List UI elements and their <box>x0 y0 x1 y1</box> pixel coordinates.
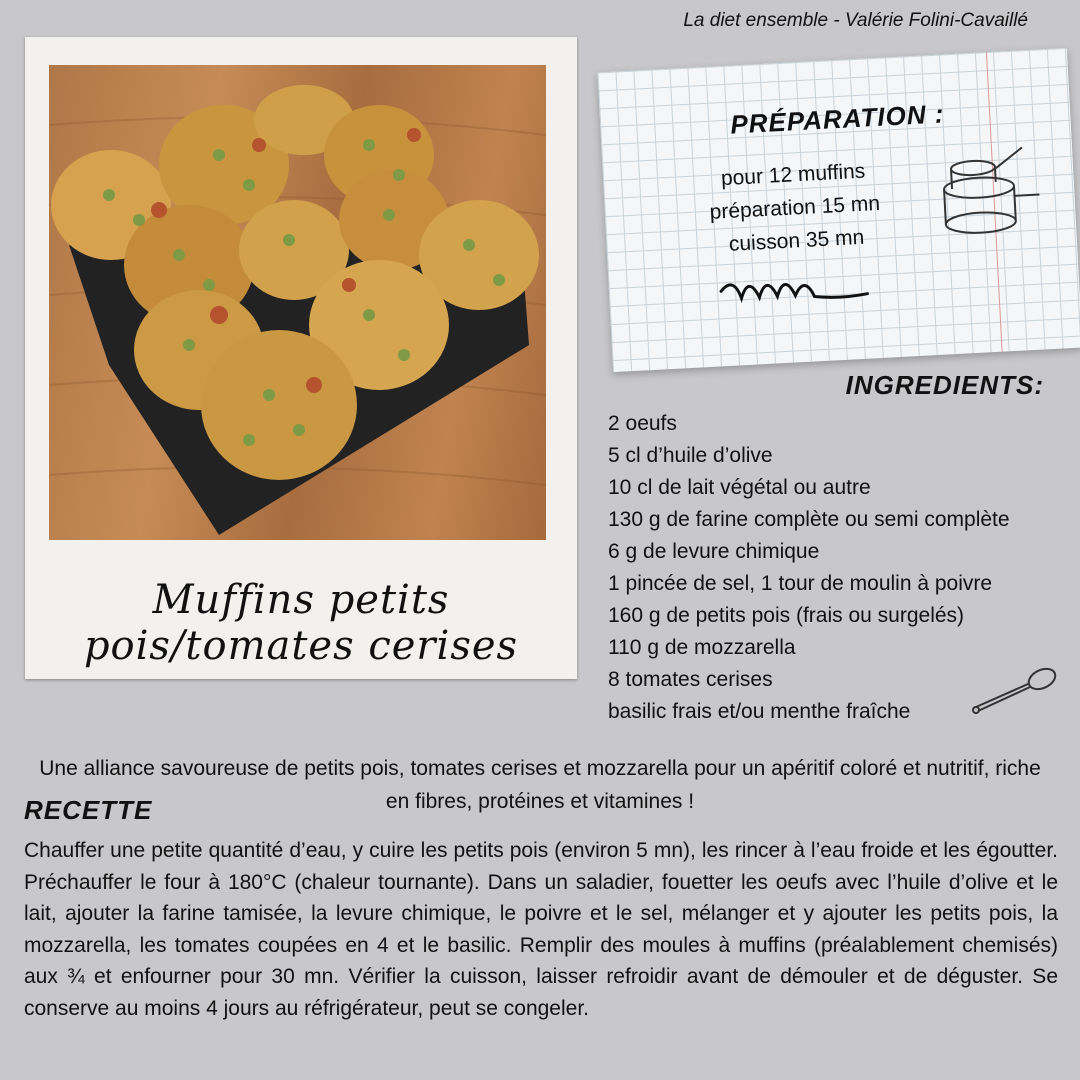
preparation-lines <box>682 153 907 263</box>
ingredient-item: 5 cl d’huile d’olive <box>608 444 773 467</box>
ingredient-item: 8 tomates cerises <box>608 668 773 691</box>
muffins-photo <box>49 65 546 540</box>
recipe-heading: RECETTE <box>24 795 153 825</box>
ingredients-heading: INGREDIENTS: <box>845 370 1044 400</box>
ingredient-item: 10 cl de lait végétal ou autre <box>608 476 871 499</box>
polaroid-card <box>25 37 577 679</box>
prep-line-prep-time: préparation 15 mn <box>709 191 881 224</box>
ingredient-item: basilic frais et/ou menthe fraîche <box>608 700 911 723</box>
ingredient-item: 160 g de petits pois (frais ou surgelés) <box>608 604 965 627</box>
spoon-icon <box>970 665 1060 720</box>
ingredient-item: 1 pincée de sel, 1 tour de moulin à poivre <box>608 572 993 595</box>
ingredients-list <box>608 408 1010 728</box>
ingredient-item: 130 g de farine complète ou semi complète <box>608 508 1010 531</box>
intro-text: Une alliance savoureuse de petits pois, tomates cerises et mozzarella pour un apéritif coloré et nutritif, riche en fibres, protéines et vitamines ! <box>39 757 1041 813</box>
cooking-pots-icon <box>926 135 1041 241</box>
recipe-instructions: Chauffer une petite quantité d’eau, y cuire les petits pois (environ 5 mn), les rincer à l’eau froide et les égoutter. Préchauffer le four à 180°C (chaleur tournante). Dans un saladier, fouetter les oeufs avec l’huile d’olive et le lait, ajouter la farine tamisée, la levure chimique, le poivre et le sel, mélanger et y ajouter les petits pois, la mozzarella, les tomates coupées en 4 et le basilic. Remplir des moules à muffins (préalablement chemisés) aux ¾ et enfourner pour 30 mn. Vérifier la cuisson, laisser refroidir avant de démouler et de déguster. Se conserve au moins 4 jours au réfrigérateur, peut se congeler. <box>24 839 1058 1020</box>
prep-line-servings: pour 12 muffins <box>720 159 866 191</box>
ingredient-item: 110 g de mozzarella <box>608 636 796 659</box>
ingredient-item: 6 g de levure chimique <box>608 540 820 563</box>
author-credit: La diet ensemble - Valérie Folini-Cavaillé <box>683 10 1028 31</box>
recipe-title: Muffins petits pois/tomates cerises <box>83 577 519 669</box>
prep-line-cook-time: cuisson 35 mn <box>728 225 865 256</box>
preparation-card <box>597 48 1080 372</box>
preparation-heading: PRÉPARATION : <box>729 98 946 140</box>
ingredient-item: 2 oeufs <box>608 412 677 435</box>
squiggle-icon <box>718 264 870 312</box>
